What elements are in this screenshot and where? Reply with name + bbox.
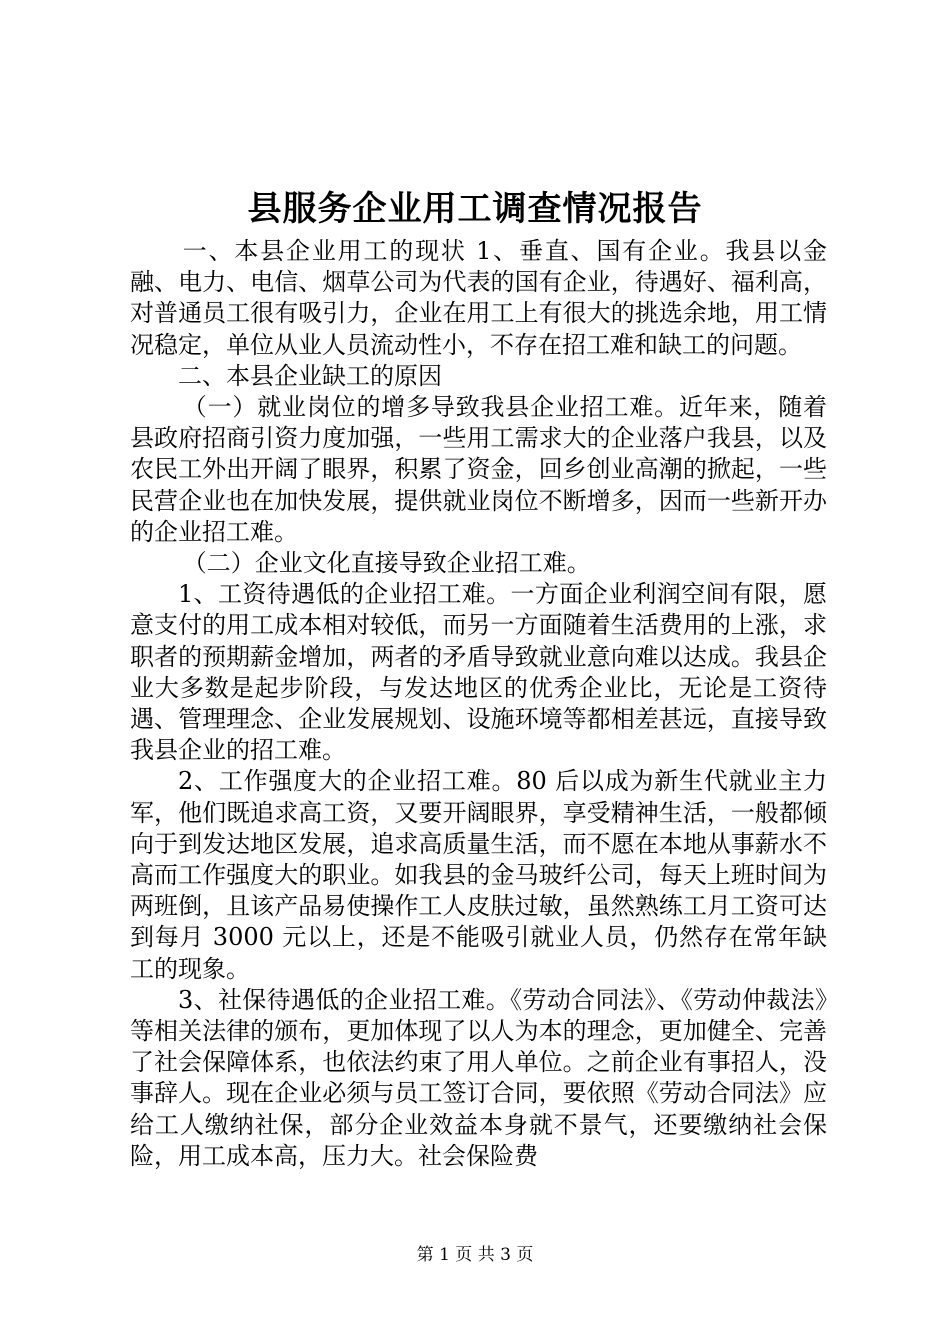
paragraph: 1、工资待遇低的企业招工难。一方面企业利润空间有限，愿意支付的用工成本相对较低，而另一方面随着生活费用的上涨，求职者的预期薪金增加，两者的矛盾导致就业意向难以达成。我县企业大多数是起步阶段，与发达地区的优秀企业比，无论是工资待遇、管理理念、企业发展规划、设施环境等都相差甚远，直接导致我县企业的招工难。 bbox=[130, 580, 827, 765]
document-body bbox=[130, 236, 827, 1172]
document-title: 县服务企业用工调查情况报告 bbox=[247, 189, 703, 229]
paragraph: （一）就业岗位的增多导致我县企业招工难。近年来，随着县政府招商引资力度加强，一些用工需求大的企业落户我县，以及农民工外出开阔了眼界，积累了资金，回乡创业高潮的掀起，一些民营企业也在加快发展，提供就业岗位不断增多，因而一些新开办的企业招工难。 bbox=[130, 393, 827, 546]
paragraph: （二）企业文化直接导致企业招工难。 bbox=[182, 549, 591, 578]
paragraph: 3、社保待遇低的企业招工难。《劳动合同法》、《劳动仲裁法》等相关法律的颁布，更加体现了以人为本的理念，更加健全、完善了社会保障体系，也依法约束了用人单位。之前企业有事招人，没事辞人。现在企业必须与员工签订合同，要依照《劳动合同法》应给工人缴纳社保，部分企业效益本身就不景气，还要缴纳社会保险，用工成本高，压力大。社会保险费 bbox=[130, 985, 827, 1170]
page-number-footer: 第 1 页 共 3 页 bbox=[416, 1245, 534, 1265]
paragraph: 2、工作强度大的企业招工难。80 后以成为新生代就业主力军，他们既追求高工资，又要开阔眼界，享受精神生活，一般都倾向于到发达地区发展，追求高质量生活，而不愿在本地从事薪水不高而工作强度大的职业。如我县的金马玻纤公司，每天上班时间为两班倒，且该产品易使操作工人皮肤过敏，虽然熟练工月工资可达到每月 3000 元以上，还是不能吸引就业人员，仍然存在常年缺工的现象。 bbox=[130, 767, 827, 983]
paragraph: 一、本县企业用工的现状 1、垂直、国有企业。我县以金融、电力、电信、烟草公司为代表的国有企业，待遇好、福利高，对普通员工很有吸引力，企业在用工上有很大的挑选余地，用工情况稳定，单位从业人员流动性小，不存在招工难和缺工的问题。 bbox=[130, 237, 827, 359]
paragraph: 二、本县企业缺工的原因 bbox=[178, 361, 442, 390]
